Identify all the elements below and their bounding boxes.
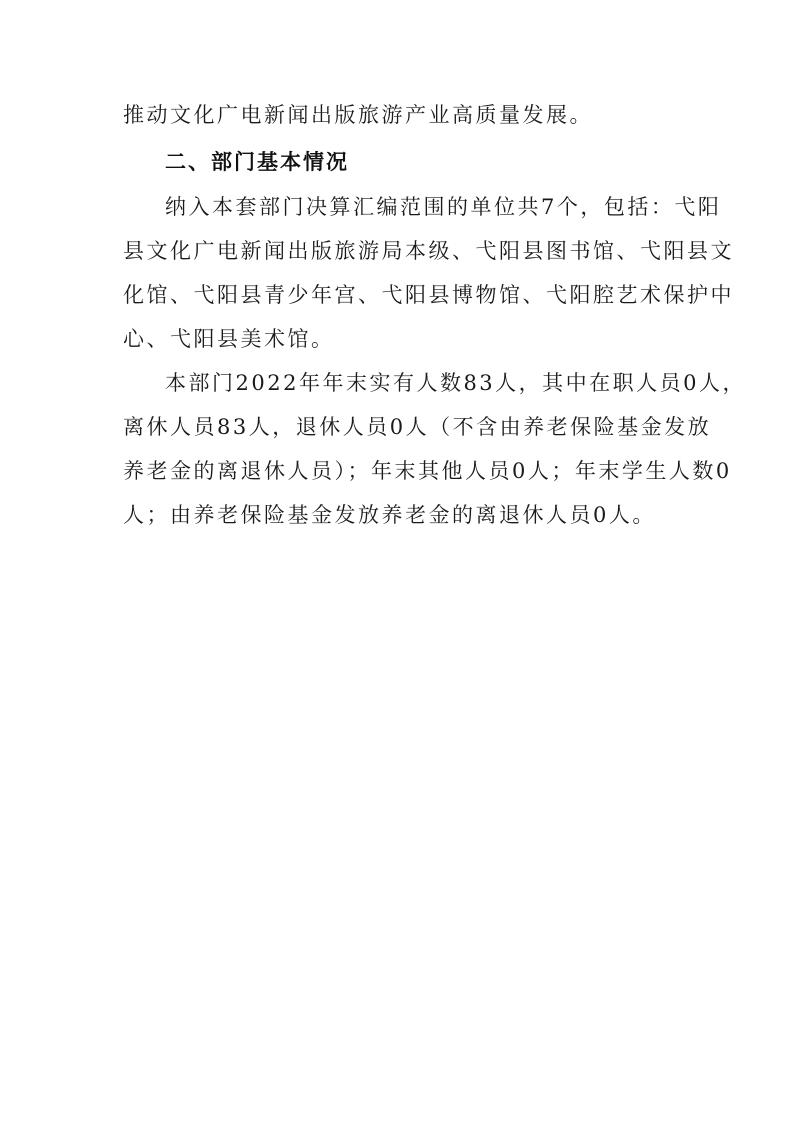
paragraph1-line4: 心、弋阳县美术馆。 [123,327,335,351]
intro-line: 推动文化广电新闻出版旅游产业高质量发展。 [123,103,593,127]
section-heading: 二、部门基本情况 [165,150,349,174]
paragraph1-line2: 县文化广电新闻出版旅游局本级、弋阳县图书馆、弋阳县文 [123,239,734,263]
paragraph2-line2: 离休人员83人，退休人员0人（不含由养老保险基金发放 [123,415,712,439]
paragraph2-line1: 本部门2022年年末实有人数83人，其中在职人员0人， [165,371,747,395]
paragraph2-line4: 人；由养老保险基金发放养老金的离退休人员0人。 [123,503,656,527]
paragraph1-line1: 纳入本套部门决算汇编范围的单位共7个，包括：弋阳 [165,195,722,219]
paragraph2-line3: 养老金的离退休人员）；年末其他人员0人；年末学生人数0 [123,459,732,483]
paragraph1-line3: 化馆、弋阳县青少年宫、弋阳县博物馆、弋阳腔艺术保护中 [123,283,734,307]
